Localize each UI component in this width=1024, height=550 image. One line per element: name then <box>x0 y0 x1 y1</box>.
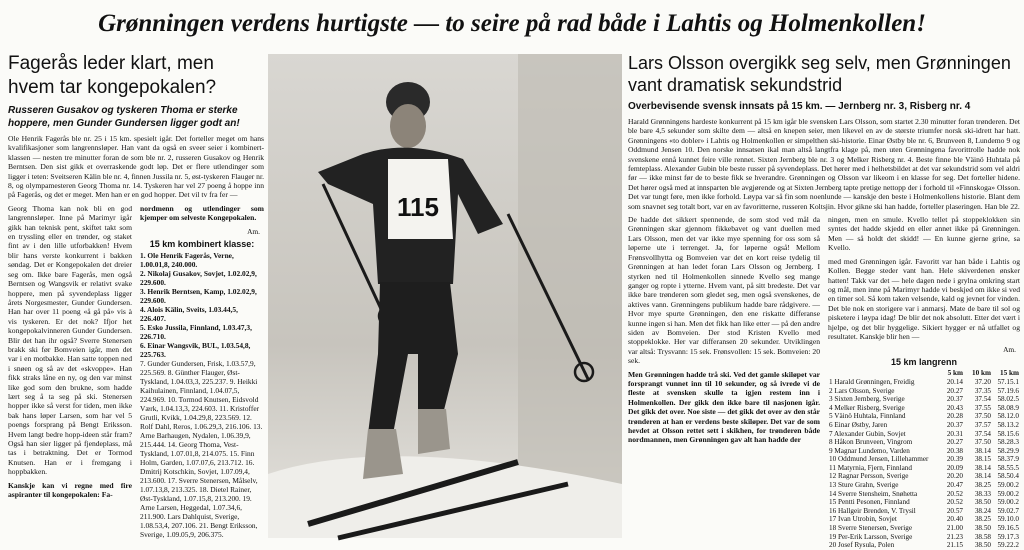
table-cell-time: 20.38 <box>946 446 963 455</box>
table-cell-name: 4 Melker Risberg, Sverige <box>829 403 905 412</box>
right-headline: Lars Olsson overgikk seg selv, men Grønningen vant dramatisk sekundstrid <box>628 53 1011 95</box>
table-cell-name: 11 Matyrnia, Fjern, Finnland <box>829 463 912 472</box>
right-col-b-p2: med med Grønningen igår. Favoritt var han både i Lahtis og Kollen. Begge steder vant han. Hele skiverdenen ønsker hatten! Takk var det — hele dagen nede i grylna omkring start og mål, men inne på Marimyr hadde vi beskjed om ikke si ved en timer sol. Så kom taken velsende, kald og jevnet for vinden. Det ble nok en storigere var i anmarsj. Mate de bare til sol og pisketere i løypa idag! De blir det nok absolutt. Etter det vært i hjelpe, og det blir hyggelige. Sikiert hygger er nå utfallet og resultatet. Kanskje blir hen — <box>828 256 1020 341</box>
results-title: 15 km kombinert klasse: <box>149 238 255 249</box>
table-cell-time: 37.50 <box>974 412 991 421</box>
table-cell-name: 8 Håkon Brunveen, Vingrom <box>829 438 913 447</box>
table-cell-time: 37.20 <box>974 377 991 386</box>
right-columns <box>628 215 1020 550</box>
result-item: 4. Alois Kälin, Sveits, 1.03.44,5, 226.407. <box>140 304 238 323</box>
banner-headline: Grønningen verdens hurtigste — to seire på rad både i Lahtis og Holmenkollen! <box>98 10 926 37</box>
result-item: 7. Gunder Gundersen, Frisk, 1.03.57,9, 225.569. 8. Günther Flauger, Øst-Tyskland, 1.04.03,3, 225.237. 9. Heikki Kaihulainen, Finnland, 1.04.07,5, 224.969. 10. Tormod Knutsen, Eidsvold Værk, 1.04.13,3, 224.603. 11. Kristoffer Grutli, Kvikk, 1.04.29,8, 223.569. 12. Rolf Dahl, Reros, 1.06.29,3, 216.106. 13. Arne Barhaugen, Nydalen, 1.06.39,9, 215.444. 14. Georg Thoma, Vest-Tyskland, 1.07.01,8, 214.075. 15. Finn Holm, Garden, 1.07.07,6, 213.712. 16. Dmitrij Kotschkin, Sovjet, 1.07.09,4, 213.600. 17. Sverre Stenersen, Målselv, 1.07.13,8, 213.325. 18. Dietel Rainer, Øst-Tyskland, 1.07.15,8, 213.200. 19. Arne Larsen, Heggedal, 1.07.34,6, 211.900. Lars Dahlquist, Sverige, 1.08.53,4, 207.106. 21. Bengt Eriksson, Sverige, 1.09.05,9, 206.375. <box>140 358 263 539</box>
right-signature: Am. <box>1003 345 1016 355</box>
table-cell-time: 21.00 <box>946 524 963 533</box>
table-cell-time: 59.10.0 <box>997 515 1019 524</box>
table-row <box>828 421 1020 430</box>
table-cell-time: 20.52 <box>946 489 963 498</box>
table-cell-time: 20.27 <box>946 386 963 395</box>
left-col-a <box>8 204 132 539</box>
table-cell-time: 59.00.2 <box>997 489 1019 498</box>
table-row <box>828 533 1020 542</box>
table-cell-time: 37.54 <box>974 395 991 404</box>
table-row <box>828 472 1020 481</box>
result-item: 1. Ole Henrik Fagerås, Verne, 1.00.01,8, 240.000. <box>140 250 234 269</box>
table-cell-name: 6 Einar Østby, Jaren <box>829 420 888 429</box>
table-cell-time: 21.15 <box>946 541 963 550</box>
result-item: 2. Nikolaj Gusakov, Sovjet, 1.02.02,9, 229.600. <box>140 268 257 287</box>
table-cell-time: 38.15 <box>974 455 991 464</box>
table-row <box>828 464 1020 473</box>
table-cell-time: 38.50 <box>974 524 991 533</box>
left-col-b <box>140 204 264 539</box>
table-cell-time: 38.58 <box>974 532 991 541</box>
table-cell-time: 38.14 <box>974 472 991 481</box>
left-kicker: Russeren Gusakov og tyskeren Thoma er sterke hoppere, men Gunder Gundersen ligger godt an! <box>8 105 240 129</box>
table-cell-time: 20.31 <box>946 429 963 438</box>
right-col-a-p2: Men Grønningen hadde trå ski. Ved det gamle skiløpet var forsprangt vunnet inn til 10 sekunder, og så ivrede vi de fleste at svensken skulle ta igjen restem inn i Holmenkollen. Der gikk den ikke bare til nasjonen igår. Det gikk det over. Noe siste — det gikk det over av den står trønderen at han er verdens beste skiløper. Det var de som hevdet at Olsson rettet sett i skikhen, for trønderen både nordmannen, men Grønningen gav alt han hadde der <box>628 369 820 445</box>
table-cell-time: 57.15.1 <box>997 377 1019 386</box>
left-columns <box>8 204 264 539</box>
table-cell-time: 38.14 <box>974 463 991 472</box>
table-cell-time: 20.09 <box>946 463 963 472</box>
left-intro: Ole Henrik Fagerås ble nr. 25 i 15 km. spesielt igår. Det forteller meget om hans kvalifikasjoner som langrennsløper. Han vant da også en sveer seier i kombinert-klassen — nesten tre minutter foran de som ble nr. 2, russeren Gusakov og Henrik Berntsen. Den sist gikk et overraskende godt løp. Det er flere utlendinger som ligger i teten: Sveitseren Kälin ble nr. 4, finnen Jussila nr. 5, øst-tyskeren Flauger nr. 8, og olympamesteren Georg Thoma nr. 14. Tyskeren har vel 27 poeng å hoppe inn på Fagerås, og det er meget. Men han er en god hopper. Det vil tv fra fer — <box>8 134 264 200</box>
table-cell-time: 38.25 <box>974 481 991 490</box>
table-row <box>828 404 1020 413</box>
skier-photo <box>268 54 622 538</box>
table-row <box>828 438 1020 447</box>
table-cell-time: 38.50 <box>974 541 991 550</box>
table-cell-name: 9 Magnar Lundemo, Varden <box>829 446 910 455</box>
table-row <box>828 378 1020 387</box>
table-cell-time: 59.00.2 <box>997 498 1019 507</box>
table-cell-time: 58.29.9 <box>997 446 1019 455</box>
table-header: 5 km <box>947 369 963 378</box>
table-cell-time: 37.50 <box>974 438 991 447</box>
table-cell-time: 20.47 <box>946 481 963 490</box>
table-cell-time: 59.22.2 <box>997 541 1019 550</box>
table-cell-name: 3 Sixten Jernberg, Sverige <box>829 395 905 404</box>
table-row <box>828 498 1020 507</box>
results-table <box>828 369 1020 549</box>
table-cell-name: 7 Alexander Gubin, Sovjet <box>829 429 906 438</box>
table-row <box>828 541 1020 550</box>
table-cell-name: 20 Josef Rysula, Polen <box>829 541 895 550</box>
left-col-a-text: Georg Thoma kan nok bli en god langrennsløper. Inne på Marimyr igår gikk han teknisk pent, skiftet takt som en tryssling eller en trønder, og staket fint av i den lille utforbakken! Hvem blir hans verste konkurrent i bakken søndag. Det er Kongepokalen det dreier seg om. Ikke bare Fagerås, men også Berntsen og Wangsvik er relativt svake hoppere, men på syvendeplass ligger årets Norgesmester, Gunder Gundersen. Han har over 11 poeng «å gå på» vis à vis tyskeren. Er det nok? Ifjor het kongepokalvinneren Gunder Gundersen. Blir det han ihr også? Sverre Stenersen brakk ski før Bomveien igår, men det var i en motbakke. Han satte toppen ned i snøen og så av det «skvoppe». Han fikk straks låne en ny, og den var minst like god som den brukne, som hadde lært seg å ta seg på ski. Stenersen hopper ikke så verst for tiden, men ikke bak hans løper Larsen, som har vel 5 poengs forsprang på Bengt Eriksson. Hvem langt bedre hopp-ideen står fram? Også han sier ligger på fjendeplass, må tas i betraktning. Det er Tormod Knutsen. Han er i fremgang i hoppbakken. <box>8 203 132 477</box>
table-cell-name: 17 Ivan Utrobin, Sovjet <box>829 515 897 524</box>
table-cell-time: 37.54 <box>974 429 991 438</box>
left-headline: Fagerås leder klart, men hvem tar kongepokalen? <box>8 53 217 98</box>
table-cell-time: 38.33 <box>974 489 991 498</box>
table-cell-time: 59.16.5 <box>997 524 1019 533</box>
result-item: 3. Henrik Berntsen, Kamp, 1.02.02,9, 229.600. <box>140 286 257 305</box>
table-cell-time: 38.50 <box>974 498 991 507</box>
table-cell-name: 2 Lars Olsson, Sverige <box>829 386 895 395</box>
table-cell-name: 1 Harald Grønningen, Freidig <box>829 377 915 386</box>
table-cell-time: 59.00.2 <box>997 481 1019 490</box>
table-row <box>828 524 1020 533</box>
right-col-a-text: De hadde det sikkert spennende, de som stod ved mål da Grønningen skar gjennom fikkebavet og vant duellen med Lars Olsson, men det var ikke mye spenning for oss som så løperne ute i terrenget. Ja, for løperne også! Mellom Frønsvollhytta og Bomveien var det en kort reise tydelig til Grønningen at han ledet foran Lars Olsson og Jernberg. I styrken ned til Holmenkollen sinnede Kvello seg mange ganger og ropte i ytterne. Hvem vant, på sitt bredeste. Det var ikke bare trønderen som gledet seg, men også svenskenes, de aktives vann. Grønningens publikum hadde bare rådgivere. — Hvor mye spurte Grønningen, den ene riskatte differanse kunne ingen si han. Men det fikk han like etter — på den andre siden av Bomveien. Der stod Kristen Kvello med stoppeklokke. Her var differansen 20 sekunder. Utviklingen var altså: Trysvann: 15 sek. Frønsvollen: 15 sek. Bomveien: 20 sek. <box>628 215 820 366</box>
right-kicker: Overbevisende svensk innsats på 15 km. — Jernberg nr. 3, Risberg nr. 4 <box>628 101 971 112</box>
table-cell-time: 20.43 <box>946 403 963 412</box>
results-table-title: 15 km langrenn <box>890 357 958 368</box>
table-cell-time: 58.55.5 <box>997 463 1019 472</box>
table-cell-time: 20.37 <box>946 420 963 429</box>
table-cell-time: 58.02.5 <box>997 395 1019 404</box>
table-row <box>828 387 1020 396</box>
table-cell-time: 38.25 <box>974 515 991 524</box>
table-header-row <box>828 369 1020 378</box>
table-cell-time: 20.28 <box>946 412 963 421</box>
table-cell-time: 37.35 <box>974 386 991 395</box>
result-item: 6. Einar Wangsvik, BUL, 1.03.54,8, 225.763. <box>140 340 251 359</box>
table-cell-time: 20.20 <box>946 472 963 481</box>
right-article <box>628 52 1020 550</box>
result-item: 5. Esko Jussila, Finnland, 1.03.47,3, 226.710. <box>140 322 252 341</box>
table-cell-time: 58.50.4 <box>997 472 1019 481</box>
table-cell-time: 37.57 <box>974 420 991 429</box>
table-cell-time: 57.19.6 <box>997 386 1019 395</box>
left-signature: Am. <box>247 226 260 236</box>
table-cell-name: 18 Sverre Stenersen, Sverige <box>829 524 913 533</box>
table-cell-time: 58.37.9 <box>997 455 1019 464</box>
table-cell-time: 58.12.0 <box>997 412 1019 421</box>
table-cell-name: 15 Pentti Pesonen, Finnland <box>829 498 910 507</box>
table-cell-time: 58.13.2 <box>997 420 1019 429</box>
left-article <box>8 52 264 540</box>
left-col-b-intro: nordmenn og utlendinger som kjemper om selveste Kongepokalen. <box>140 203 264 223</box>
table-cell-time: 20.52 <box>946 498 963 507</box>
table-row <box>828 490 1020 499</box>
table-row <box>828 412 1020 421</box>
table-cell-name: 14 Sverre Stensheim, Snøhetta <box>829 489 918 498</box>
table-body <box>828 378 1020 550</box>
table-row <box>828 455 1020 464</box>
table-row <box>828 395 1020 404</box>
right-intro: Harald Grønningens hardeste konkurrent på 15 km igår ble svensken Lars Olsson, som startet 2.30 minutter foran trønderen. Det ble bare 4,5 sekunder som skilte dem — altså en knepen seier, men likevel en av de største triumfer norsk ski-idrett har hatt. Grønningens «to dobler» i Lahtis og Holmenkollen er simpelthen ski-historie. Einar Østby ble nr. 6, Brunveen 8, Lundemo 9 og Oddmund Jensen 10. Den norske innsatsen ikal man altså langtfra klage på, men uten Grønningena favorittrolle hadde nok svenskene ennå kunnet feire ville rennet. Sixten Jernberg ble nr. 3 og Melker Risberg nr. 4. Beste finne ble Väinö Huhtala på femteplass. Alexander Gubin ble beste russer på syvendeplass. Det hører med i helhetsbildet at det var sekundstrid som vel aldri før — ikke minst før de to beste fikk se hverandre. Grønningen og Olsson var likeom i en klasse for seg. Det forteller hidene. Det hører også med at innsparten ble avgjørende og at Sixten Jernberg tapte pretige nettopp der i forhold til «Finnskoga» Olsson. Det var tungt føre, men ikke forhold. Løypa var så fin som noenlunde — kanskje den beste i Holmenkollens historie. Blant dem som snavnet seg totalt bort, var en av favoritterne, russeren Koltsjin. Hvor gikne ski han hadde, forteller plaseringen. Han ble 22. <box>628 117 1020 211</box>
table-row <box>828 515 1020 524</box>
table-cell-time: 59.17.3 <box>997 532 1019 541</box>
table-row <box>828 447 1020 456</box>
table-header: 15 km <box>1000 369 1019 378</box>
table-header: 10 km <box>972 369 991 378</box>
table-cell-name: 16 Hallgeir Brenden, V. Trysil <box>829 506 916 515</box>
table-cell-time: 20.14 <box>946 377 963 386</box>
skier-image <box>268 54 622 538</box>
table-cell-time: 20.57 <box>946 506 963 515</box>
table-cell-time: 20.27 <box>946 438 963 447</box>
table-cell-time: 21.23 <box>946 532 963 541</box>
table-cell-time: 38.24 <box>974 506 991 515</box>
table-row <box>828 481 1020 490</box>
table-cell-name: 19 Per-Erik Larsson, Sverige <box>829 532 913 541</box>
table-cell-time: 58.15.6 <box>997 429 1019 438</box>
table-cell-name: 13 Sture Grahn, Sverige <box>829 481 899 490</box>
table-row <box>828 507 1020 516</box>
table-cell-name: 5 Väinö Huhtala, Finnland <box>829 412 906 421</box>
table-cell-time: 20.40 <box>946 515 963 524</box>
table-cell-time: 20.39 <box>946 455 963 464</box>
right-col-b <box>828 215 1020 550</box>
table-cell-time: 58.28.3 <box>997 438 1019 447</box>
table-cell-name: 10 Oddmund Jensen, Lillehammer <box>829 455 929 464</box>
table-row <box>828 430 1020 439</box>
table-cell-time: 20.37 <box>946 395 963 404</box>
right-col-a <box>628 215 820 550</box>
table-cell-name: 12 Ragnar Persson, Sverige <box>829 472 909 481</box>
table-cell-time: 37.55 <box>974 403 991 412</box>
table-cell-time: 38.14 <box>974 446 991 455</box>
left-col-a-tail: Kanskje kan vi regne med fire aspiranter til kongepokalen: Fa- <box>8 480 132 500</box>
table-cell-time: 59.02.7 <box>997 506 1019 515</box>
table-cell-time: 58.08.9 <box>997 403 1019 412</box>
bib-number: 115 <box>397 192 439 222</box>
right-col-b-text: ningen, men en smule. Kvello tellet på stoppeklokken sin syntes det hadde skjedd en eller annet ikke på Grønningen. Men — så holdt det skidd! — En kunne gjerne grine, sa Kvello. <box>828 215 1020 253</box>
